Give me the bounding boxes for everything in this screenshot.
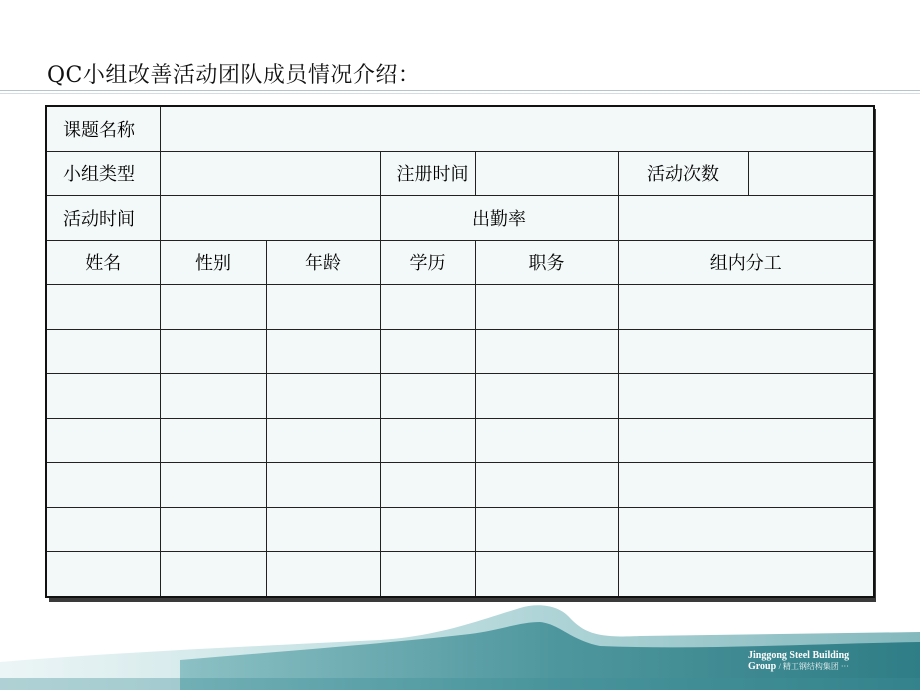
cell-role[interactable] [618, 507, 874, 552]
col-header-role: 组内分工 [618, 240, 874, 285]
topic-label: 课题名称 [46, 106, 160, 151]
cell-name[interactable] [46, 329, 160, 374]
title-divider [0, 90, 920, 94]
cell-position[interactable] [475, 285, 618, 330]
topic-input-cell[interactable] [160, 106, 874, 151]
register-time-label: 注册时间 [380, 151, 475, 196]
table-row [46, 374, 874, 419]
table-row [46, 507, 874, 552]
cell-role[interactable] [618, 285, 874, 330]
cell-education[interactable] [380, 418, 475, 463]
page-title: QC小组改善活动团队成员情况介绍： [47, 63, 421, 88]
cell-age[interactable] [266, 374, 380, 419]
cell-age[interactable] [266, 463, 380, 508]
activity-time-input-cell[interactable] [160, 196, 380, 241]
table-row [46, 329, 874, 374]
cell-gender[interactable] [160, 329, 266, 374]
cell-education[interactable] [380, 552, 475, 597]
company-logo-text [748, 650, 849, 672]
cell-role[interactable] [618, 329, 874, 374]
cell-education[interactable] [380, 463, 475, 508]
cell-name[interactable] [46, 418, 160, 463]
group-type-input-cell[interactable] [160, 151, 380, 196]
row-activity-time [46, 196, 874, 241]
table-row [46, 285, 874, 330]
cell-age[interactable] [266, 329, 380, 374]
activity-time-label: 活动时间 [46, 196, 160, 241]
cell-gender[interactable] [160, 285, 266, 330]
col-header-name: 姓名 [46, 240, 160, 285]
table-row [46, 552, 874, 597]
cell-name[interactable] [46, 507, 160, 552]
table-row [46, 418, 874, 463]
cell-position[interactable] [475, 552, 618, 597]
cell-position[interactable] [475, 329, 618, 374]
cell-role[interactable] [618, 463, 874, 508]
cell-education[interactable] [380, 374, 475, 419]
cell-position[interactable] [475, 507, 618, 552]
cell-name[interactable] [46, 285, 160, 330]
cell-position[interactable] [475, 374, 618, 419]
col-header-education: 学历 [380, 240, 475, 285]
cell-gender[interactable] [160, 418, 266, 463]
cell-name[interactable] [46, 374, 160, 419]
cell-role[interactable] [618, 552, 874, 597]
col-header-gender: 性别 [160, 240, 266, 285]
brand-line2: Group [748, 661, 777, 672]
cell-gender[interactable] [160, 507, 266, 552]
col-header-age: 年龄 [266, 240, 380, 285]
attendance-label: 出勤率 [380, 196, 618, 241]
cell-age[interactable] [266, 507, 380, 552]
footer-wave-banner [0, 600, 920, 690]
attendance-input-cell[interactable] [618, 196, 874, 241]
cell-age[interactable] [266, 285, 380, 330]
cell-position[interactable] [475, 463, 618, 508]
cell-education[interactable] [380, 329, 475, 374]
cell-name[interactable] [46, 552, 160, 597]
cell-gender[interactable] [160, 552, 266, 597]
row-group-type [46, 151, 874, 196]
brand-line2-sub: / 精工钢结构集团 ··· [778, 662, 849, 671]
cell-education[interactable] [380, 285, 475, 330]
cell-education[interactable] [380, 507, 475, 552]
row-topic [46, 106, 874, 151]
activity-count-input-cell[interactable] [748, 151, 874, 196]
cell-gender[interactable] [160, 374, 266, 419]
row-column-headers [46, 240, 874, 285]
brand-line1: Jinggong Steel Building [748, 650, 850, 661]
cell-name[interactable] [46, 463, 160, 508]
table-row [46, 463, 874, 508]
col-header-position: 职务 [475, 240, 618, 285]
activity-count-label: 活动次数 [618, 151, 748, 196]
cell-position[interactable] [475, 418, 618, 463]
group-type-label: 小组类型 [46, 151, 160, 196]
wave-graphic [0, 600, 920, 690]
member-info-table [45, 105, 875, 598]
cell-gender[interactable] [160, 463, 266, 508]
cell-role[interactable] [618, 418, 874, 463]
cell-age[interactable] [266, 418, 380, 463]
cell-age[interactable] [266, 552, 380, 597]
cell-role[interactable] [618, 374, 874, 419]
register-time-input-cell[interactable] [475, 151, 618, 196]
